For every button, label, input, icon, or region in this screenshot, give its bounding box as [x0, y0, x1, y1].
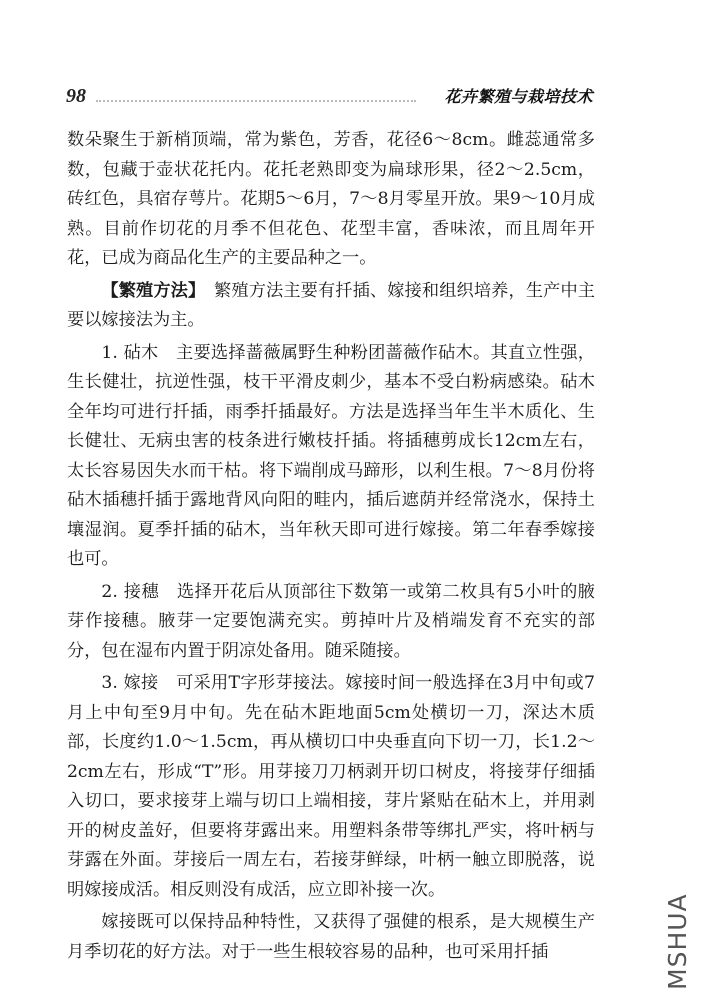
paragraph-rootstock — [67, 339, 595, 575]
item-label: 3. 嫁接 — [101, 673, 159, 693]
section-heading: 【繁殖方法】 — [101, 280, 197, 301]
paragraph-text: 主要选择蔷薇属野生种粉团蔷薇作砧木。其直立性强，生长健壮，抗逆性强，枝干平滑皮刺少，基本不受白粉病感染。砧木全年均可进行扦插，雨季扦插最好。方法是选择当年生半木质化、生长健壮、无病虫害的枝条进行嫩枝扦插。将插穗剪成长12cm左右，太长容易因失水而干枯。将下端削成马蹄形，以利生根。7～8月份将砧木插穗扦插于露地背风向阳的畦内，插后遮荫并经常浇水，保持土壤湿润。夏季扦插的砧木，当年秋天即可进行嫁接。第二年春季嫁接也可。 — [67, 342, 595, 569]
paragraph-scion — [67, 578, 595, 667]
paragraph-text: 嫁接既可以保持品种特性，又获得了强健的根系，是大规模生产月季切花的好方法。对于一些生根较容易的品种，也可采用扦插 — [67, 912, 595, 962]
item-label: 1. 砧木 — [101, 342, 159, 363]
book-title: 花卉繁殖与栽培技术 — [444, 87, 593, 106]
watermark: MSHUA — [663, 893, 692, 990]
paragraph-text: 可采用T字形芽接法。嫁接时间一般选择在3月中旬或7月上中旬至9月中旬。先在砧木距地面5cm处横切一刀，深达木质部，长度约1.0～1.5cm，再从横切口中央垂直向下切一刀，长1.2～2cm左右，形成“T”形。用芽接刀刀柄剥开切口树皮，将接芽仔细插入切口，要求接芽上端与切口上端相接，芽片紧贴在砧木上，并用剥开的树皮盖好，但要将芽露出来。用塑料条带等绑扎严实，将叶柄与芽露在外面。芽接后一周左右，若接芽鲜绿，叶柄一触立即脱落，说明嫁接成活。相反则没有成活，应立即补接一次。 — [67, 673, 595, 900]
body-text — [67, 126, 595, 970]
paragraph-grafting — [67, 669, 595, 905]
paragraph-text: 繁殖方法主要有扦插、嫁接和组织培养，生产中主要以嫁接法为主。 — [67, 280, 595, 330]
paragraph-propagation-methods — [67, 277, 595, 336]
paragraph-flower-description — [67, 126, 595, 274]
page-number: 98 — [66, 85, 86, 107]
item-label: 2. 接穗 — [101, 581, 160, 602]
header-divider — [96, 100, 416, 102]
paragraph-text: 选择开花后从顶部往下数第一或第二枚具有5小叶的腋芽作接穗。腋芽一定要饱满充实。剪掉叶片及梢端发育不充实的部分，包在湿布内置于阴凉处备用。随采随接。 — [67, 581, 595, 661]
paragraph-conclusion — [67, 908, 595, 967]
paragraph-text: 数朵聚生于新梢顶端，常为紫色，芳香，花径6～8cm。雌蕊通常多数，包藏于壶状花托内。花托老熟即变为扁球形果，径2～2.5cm，砖红色，具宿存萼片。花期5～6月，7～8月零星开放。果9～10月成熟。目前作切花的月季不但花色、花型丰富，香味浓，而且周年开花，已成为商品化生产的主要品种之一。 — [67, 130, 595, 268]
